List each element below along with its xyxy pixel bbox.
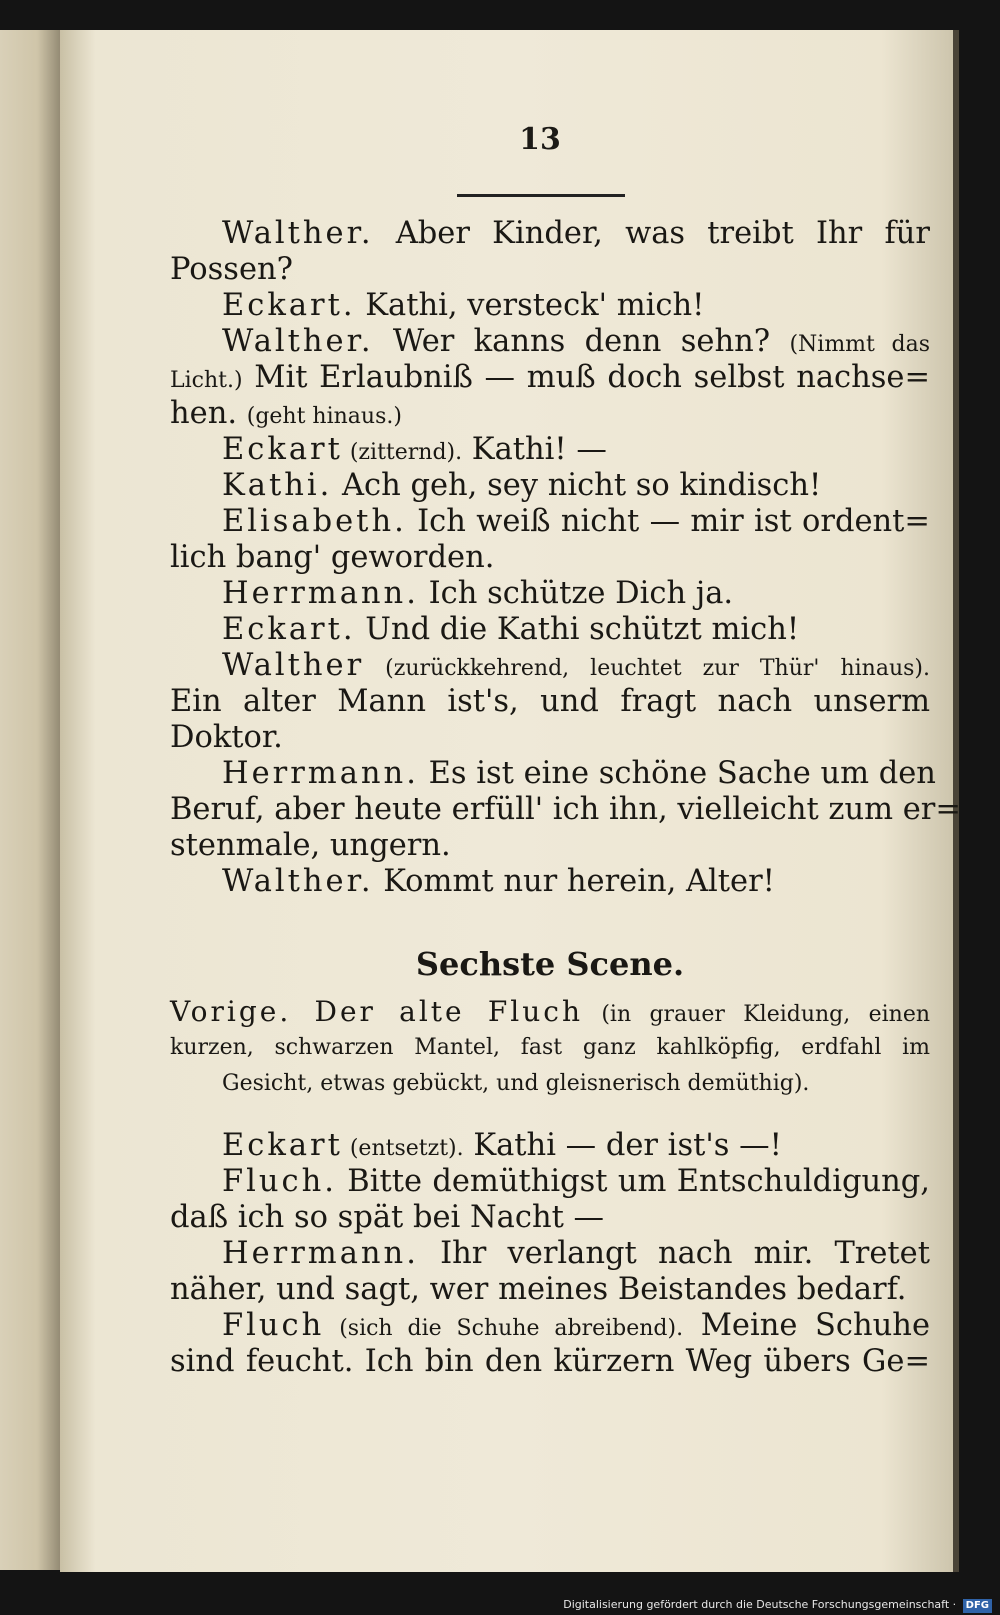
stage-line xyxy=(170,994,930,1030)
line-text: Doktor. xyxy=(170,720,283,755)
left-page-edge xyxy=(0,30,62,1570)
line-text: Kathi! — xyxy=(462,432,607,467)
stage-direction-inline: Licht.) xyxy=(170,368,243,393)
text-line xyxy=(170,1272,930,1308)
line-text: Beruf, aber heute erfüll' ich ihn, vielleicht zum er= xyxy=(170,792,961,827)
text-line xyxy=(170,1164,930,1200)
text-line xyxy=(170,684,930,720)
text-line xyxy=(170,792,961,828)
speaker-name: Walther. xyxy=(222,864,374,899)
line-text: Ich weiß nicht — mir ist ordent= xyxy=(406,504,930,539)
line-text: lich bang' geworden. xyxy=(170,540,495,575)
speaker-name: Fluch xyxy=(222,1308,325,1343)
line-text: daß ich so spät bei Nacht — xyxy=(170,1200,605,1235)
line-text: Aber Kinder, was treibt Ihr für xyxy=(373,216,930,251)
text-line xyxy=(170,648,930,684)
line-text: Meine Schuhe xyxy=(683,1308,930,1343)
line-text: Ach geh, sey nicht so kindisch! xyxy=(332,468,822,503)
dfg-logo: DFG xyxy=(963,1599,992,1613)
stage-direction-inline: (zitternd). xyxy=(342,440,463,465)
page-number: 13 xyxy=(519,122,561,157)
text-line xyxy=(170,504,930,540)
speaker-name: Eckart xyxy=(222,1128,343,1163)
text-line xyxy=(170,1236,930,1272)
line-text: Kathi, versteck' mich! xyxy=(355,288,705,323)
line-text: Ihr verlangt nach mir. Tretet xyxy=(418,1236,930,1271)
line-text: Und die Kathi schützt mich! xyxy=(355,612,800,647)
line-text: Possen? xyxy=(170,252,293,287)
text-line xyxy=(170,432,930,468)
text-line xyxy=(170,756,936,792)
stage-direction-inline: (Nimmt das xyxy=(789,332,930,357)
stage-dir: (in grauer Kleidung, einen xyxy=(583,1002,931,1027)
spacer xyxy=(170,1102,930,1128)
line-text: Wer kanns denn sehn? xyxy=(373,324,790,359)
line-text: näher, und sagt, wer meines Beistandes bedarf. xyxy=(170,1272,907,1307)
speaker-name: Eckart. xyxy=(222,612,356,647)
stage-direction-inline: (entsetzt). xyxy=(342,1136,464,1161)
text-line xyxy=(170,864,930,900)
stage-line: Gesicht, etwas gebückt, und gleisnerisch demüthig). xyxy=(222,1071,810,1096)
speaker-name: Herrmann. xyxy=(222,576,419,611)
speaker-name: Herrmann. xyxy=(222,756,419,791)
line-text: Es ist eine schöne Sache um den xyxy=(418,756,936,791)
speaker-name: Walther xyxy=(222,648,365,683)
footer: Digitalisierung gefördert durch die Deutsche Forschungsgemeinschaft · DFG xyxy=(0,1598,992,1613)
stage-direction-inline: (zurückkehrend, leuchtet zur Thür' hinaus). xyxy=(364,656,930,681)
text-line xyxy=(170,468,930,504)
stage-direction-inline: (geht hinaus.) xyxy=(246,404,402,429)
line-text: hen. xyxy=(170,396,247,431)
speaker-name: Herrmann. xyxy=(222,1236,419,1271)
book-page xyxy=(60,30,959,1572)
text-line xyxy=(170,288,930,324)
footer-credit: Digitalisierung gefördert durch die Deutsche Forschungsgemeinschaft xyxy=(563,1598,950,1611)
page-number-rule xyxy=(457,194,625,197)
speaker-name: Kathi. xyxy=(222,468,333,503)
speaker-name: Eckart xyxy=(222,432,343,467)
text-line xyxy=(170,396,930,432)
text-line xyxy=(170,612,930,648)
text-line xyxy=(170,720,930,756)
text-line xyxy=(170,360,930,396)
text-line xyxy=(170,1200,930,1236)
text-line xyxy=(170,324,930,360)
speaker-name: Eckart. xyxy=(222,288,356,323)
line-text: stenmale, ungern. xyxy=(170,828,451,863)
text-line xyxy=(170,828,930,864)
dialogue-block-2 xyxy=(170,1128,930,1380)
line-text: sind feucht. Ich bin den kürzern Weg übers Ge= xyxy=(170,1344,930,1379)
text-line xyxy=(170,1344,930,1380)
line-text: Kommt nur herein, Alter! xyxy=(373,864,775,899)
line-text: Mit Erlaubniß — muß doch selbst nachse= xyxy=(242,360,930,395)
text-line xyxy=(170,216,930,252)
text-line xyxy=(170,540,930,576)
line-text: Ich schütze Dich ja. xyxy=(418,576,734,611)
speaker-name: Walther. xyxy=(222,216,374,251)
stage-direction xyxy=(170,994,930,1102)
stage-speakers: Vorige. Der alte Fluch xyxy=(170,995,583,1028)
text-line xyxy=(170,576,930,612)
dialogue-block-1 xyxy=(170,216,961,900)
line-text: Bitte demüthigst um Entschuldigung, xyxy=(336,1164,930,1199)
line-text: Ein alter Mann ist's, und fragt nach unserm xyxy=(170,684,930,719)
line-text: Kathi — der ist's —! xyxy=(463,1128,782,1163)
scene-heading: Sechste Scene. xyxy=(415,945,685,983)
page-text xyxy=(170,216,961,1380)
stage-line: kurzen, schwarzen Mantel, fast ganz kahlköpfig, erdfahl im xyxy=(170,1035,930,1060)
speaker-name: Elisabeth. xyxy=(222,504,407,539)
text-line xyxy=(170,252,930,288)
stage-direction-inline: (sich die Schuhe abreibend). xyxy=(324,1316,684,1341)
text-line xyxy=(170,1128,930,1164)
speaker-name: Walther. xyxy=(222,324,374,359)
speaker-name: Fluch. xyxy=(222,1164,337,1199)
text-line xyxy=(170,1308,930,1344)
